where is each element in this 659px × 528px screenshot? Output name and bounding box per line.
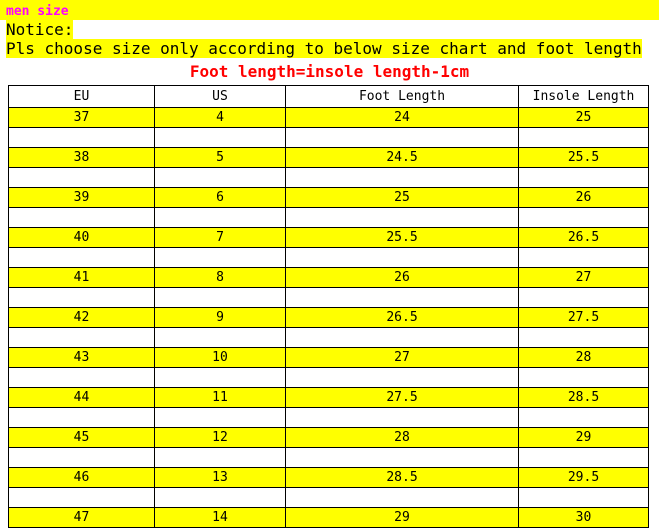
cell-insole-length: 29	[519, 428, 649, 448]
cell-foot-length: 26	[286, 268, 519, 288]
table-row	[9, 468, 649, 488]
cell-us: 11	[155, 388, 286, 408]
cell-foot-length: 24.5	[286, 148, 519, 168]
cell-foot-length: 27	[286, 348, 519, 368]
cell-foot-length: 28.5	[286, 468, 519, 488]
table-row-spacer	[9, 168, 649, 188]
cell-foot-length: 26.5	[286, 308, 519, 328]
notice-label	[0, 20, 659, 39]
table-row	[9, 308, 649, 328]
cell-us: 12	[155, 428, 286, 448]
instruction-line	[0, 39, 659, 61]
cell-eu: 42	[9, 308, 155, 328]
table-row-spacer	[9, 488, 649, 508]
table-row	[9, 348, 649, 368]
table-row-spacer	[9, 288, 649, 308]
cell-eu: 37	[9, 108, 155, 128]
table-row-spacer	[9, 248, 649, 268]
cell-us: 7	[155, 228, 286, 248]
table-header-row	[9, 86, 649, 108]
cell-us: 8	[155, 268, 286, 288]
cell-us: 9	[155, 308, 286, 328]
table-row-spacer	[9, 328, 649, 348]
cell-eu: 47	[9, 508, 155, 528]
cell-foot-length: 24	[286, 108, 519, 128]
table-row-spacer	[9, 408, 649, 428]
cell-insole-length: 30	[519, 508, 649, 528]
table-row	[9, 428, 649, 448]
column-header-foot-length: Foot Length	[286, 86, 519, 108]
table-row	[9, 108, 649, 128]
cell-us: 6	[155, 188, 286, 208]
table-row	[9, 148, 649, 168]
cell-foot-length: 25	[286, 188, 519, 208]
column-header-us: US	[155, 86, 286, 108]
column-header-insole-length: Insole Length	[519, 86, 649, 108]
cell-foot-length: 27.5	[286, 388, 519, 408]
cell-us: 13	[155, 468, 286, 488]
table-row-spacer	[9, 368, 649, 388]
cell-eu: 45	[9, 428, 155, 448]
table-row-spacer	[9, 448, 649, 468]
cell-eu: 40	[9, 228, 155, 248]
cell-foot-length: 29	[286, 508, 519, 528]
table-row	[9, 388, 649, 408]
size-table	[8, 85, 649, 528]
cell-us: 14	[155, 508, 286, 528]
cell-us: 10	[155, 348, 286, 368]
cell-eu: 44	[9, 388, 155, 408]
cell-insole-length: 26	[519, 188, 649, 208]
cell-insole-length: 29.5	[519, 468, 649, 488]
table-row-spacer	[9, 208, 649, 228]
column-header-eu: EU	[9, 86, 155, 108]
cell-foot-length: 28	[286, 428, 519, 448]
cell-eu: 41	[9, 268, 155, 288]
cell-insole-length: 25.5	[519, 148, 649, 168]
table-row	[9, 508, 649, 528]
cell-us: 5	[155, 148, 286, 168]
notice-text: Notice:	[6, 20, 74, 39]
formula-line: Foot length=insole length-1cm	[0, 61, 659, 83]
cell-eu: 46	[9, 468, 155, 488]
table-row	[9, 268, 649, 288]
table-row	[9, 188, 649, 208]
cell-eu: 38	[9, 148, 155, 168]
cell-insole-length: 28	[519, 348, 649, 368]
page-title: men size	[0, 0, 659, 20]
table-row-spacer	[9, 128, 649, 148]
cell-us: 4	[155, 108, 286, 128]
cell-foot-length: 25.5	[286, 228, 519, 248]
instruction-text: Pls choose size only according to below size chart and foot length	[6, 39, 642, 58]
cell-eu: 39	[9, 188, 155, 208]
cell-insole-length: 27.5	[519, 308, 649, 328]
cell-insole-length: 26.5	[519, 228, 649, 248]
table-row	[9, 228, 649, 248]
cell-eu: 43	[9, 348, 155, 368]
cell-insole-length: 28.5	[519, 388, 649, 408]
cell-insole-length: 27	[519, 268, 649, 288]
cell-insole-length: 25	[519, 108, 649, 128]
